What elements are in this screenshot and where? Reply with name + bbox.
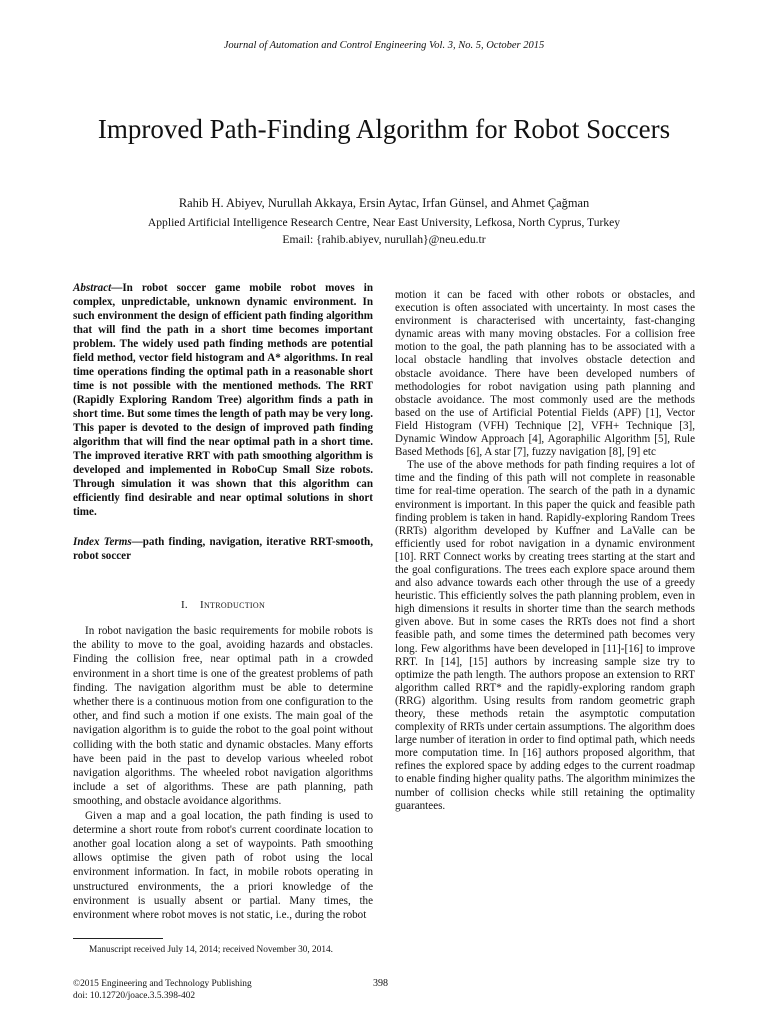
paper-email: Email: {rahib.abiyev, nurullah}@neu.edu.tr bbox=[282, 233, 486, 246]
index-terms-text: —path finding, navigation, iterative RRT-smooth, robot soccer bbox=[73, 536, 373, 562]
right-paragraph-1: motion it can be faced with other robots or obstacles, and execution is often associated with uncertainty. In most cases the environment is characterised with uncertainty, fast-changing dynamic areas with many moving obstacles. For a collision free motion to the goal, the path planning has to be associated with a local obstacle handling that involves obstacle detection and obstacle avoidance. There have been developed numbers of methodologies for robot navigation using path planning and obstacle avoidance. The most commonly used are the methods based on the use of Artificial Potential Fields (APF) [1], Vector Field Histogram (VFH) Technique [2], VFH+ Technique [3], Dynamic Window Approach [4], Agoraphilic Algorithm [5], Rule Based Methods [6], A star [7], fuzzy navigation [8], [9] etc bbox=[395, 289, 695, 459]
page-number: 398 bbox=[373, 978, 388, 989]
right-column bbox=[395, 289, 695, 813]
footer-publisher bbox=[73, 978, 252, 1002]
paper-affiliation: Applied Artificial Intelligence Research Centre, Near East University, Lefkosa, North Cyprus, Turkey bbox=[147, 216, 621, 229]
abstract-text: —In robot soccer game mobile robot moves in complex, unpredictable, unknown dynamic environment. In such environment the design of efficient path finding algorithm that will find the path in a short time becomes important problem. The widely used path finding methods are potential field method, vector field histogram and A* algorithms. In real time operations finding the optimal path in a reasonable short time is not possible with the mentioned methods. The RRT (Rapidly Exploring Random Tree) algorithm finds a path in short time. But some times the length of path may be very long. This paper is devoted to the design of improved path finding algorithm that will find the near optimal path in a short time. The improved iterative RRT with path smoothing algorithm is developed and implemented in RoboCup Small Size robots. Through simulation it was shown that this algorithm can efficiently find desirable and near optimal solutions in short time. bbox=[73, 282, 373, 518]
right-paragraph-2: The use of the above methods for path finding requires a lot of time and the finding of this path will not complete in reasonable time for real-time operation. The search of the path in a dynamic environment is important. In this paper the quick and feasible path finding problem is taken in hand. Rapidly-exploring Random Trees (RRTs) algorithm developed by Kuffner and LaValle can be efficiently used for robot navigation in a dynamic environment [10]. RRT Connect works by creating trees starting at the start and the goal configurations. The trees each explore space around them and also advance towards each other through the use of a greedy heuristic. This efficiently solves the path planning problem, even in high dimensions it results in shorter time than the search methods given above. But in some cases the RRTs does not find a short feasible path, and some times the determined path becomes very long. Few algorithms have been developed in [11]-[16] to improve RRT. In [14], [15] authors by increasing sample size try to optimize the path length. The authors propose an extension to RRT algorithm called RRT* and the rapidly-exploring random graph (RRG) algorithm. Using results from random geometric graph theory, these methods retain the asymptotic computation complexity of RRTs under certain assumptions. The algorithm does large number of iteration in order to find optimal path, which needs more computation time. In [16] authors proposed algorithm, that refines the explored space by adding edges to the current roadmap to enable finding higher quality paths. The algorithm minimizes the number of collision checks while still retaining the optimality guarantees. bbox=[395, 459, 695, 812]
footer-copyright: ©2015 Engineering and Technology Publishing bbox=[73, 979, 252, 989]
footnote-rule bbox=[73, 938, 163, 939]
index-terms-label: Index Terms bbox=[73, 536, 132, 548]
section-heading bbox=[73, 598, 373, 612]
paper-authors: Rahib H. Abiyev, Nurullah Akkaya, Ersin Aytac, Irfan Günsel, and Ahmet Çağman bbox=[178, 196, 590, 210]
section-number: I. bbox=[180, 599, 188, 611]
index-terms bbox=[73, 535, 373, 563]
left-column bbox=[73, 281, 373, 922]
footnote: Manuscript received July 14, 2014; received November 30, 2014. bbox=[89, 945, 333, 955]
journal-header: Journal of Automation and Control Engineering Vol. 3, No. 5, October 2015 bbox=[223, 40, 545, 51]
abstract-label: Abstract bbox=[73, 282, 112, 294]
paper-title: Improved Path-Finding Algorithm for Robot Soccers bbox=[97, 114, 671, 144]
footer-doi: doi: 10.12720/joace.3.5.398-402 bbox=[73, 991, 196, 1001]
section-title: Introduction bbox=[199, 599, 266, 611]
intro-paragraph-2: Given a map and a goal location, the path finding is used to determine a short route from robot's current coordinate location to another goal location along a set of waypoints. Path smoothing allows optimise the given path of robot using the local environment information. In fact, in mobile robots operating in unstructured environments, the a priori knowledge of the environment is usually absent or partial. Many times, the environment where robot moves is not static, i.e., during the robot bbox=[73, 809, 373, 922]
abstract bbox=[73, 281, 373, 519]
intro-paragraph-1: In robot navigation the basic requirements for mobile robots is the ability to move to the goal, avoiding hazards and obstacles. Finding the collision free, near optimal path in a crowded environment in a short time is one of the greatest problems of path finding. The navigation algorithm must be able to determine whether there is a continuous motion from one configuration to the other, and find such a motion if one exists. The main goal of the navigation algorithm is to guide the robot to the goal point without colliding with the both static and dynamic obstacles. Many efforts have been paid in the past to develop various wheeled robot navigation algorithms. The wheeled robot navigation algorithms include a set of algorithms. These are path planning, path smoothing, and obstacle avoidance algorithms. bbox=[73, 625, 373, 808]
